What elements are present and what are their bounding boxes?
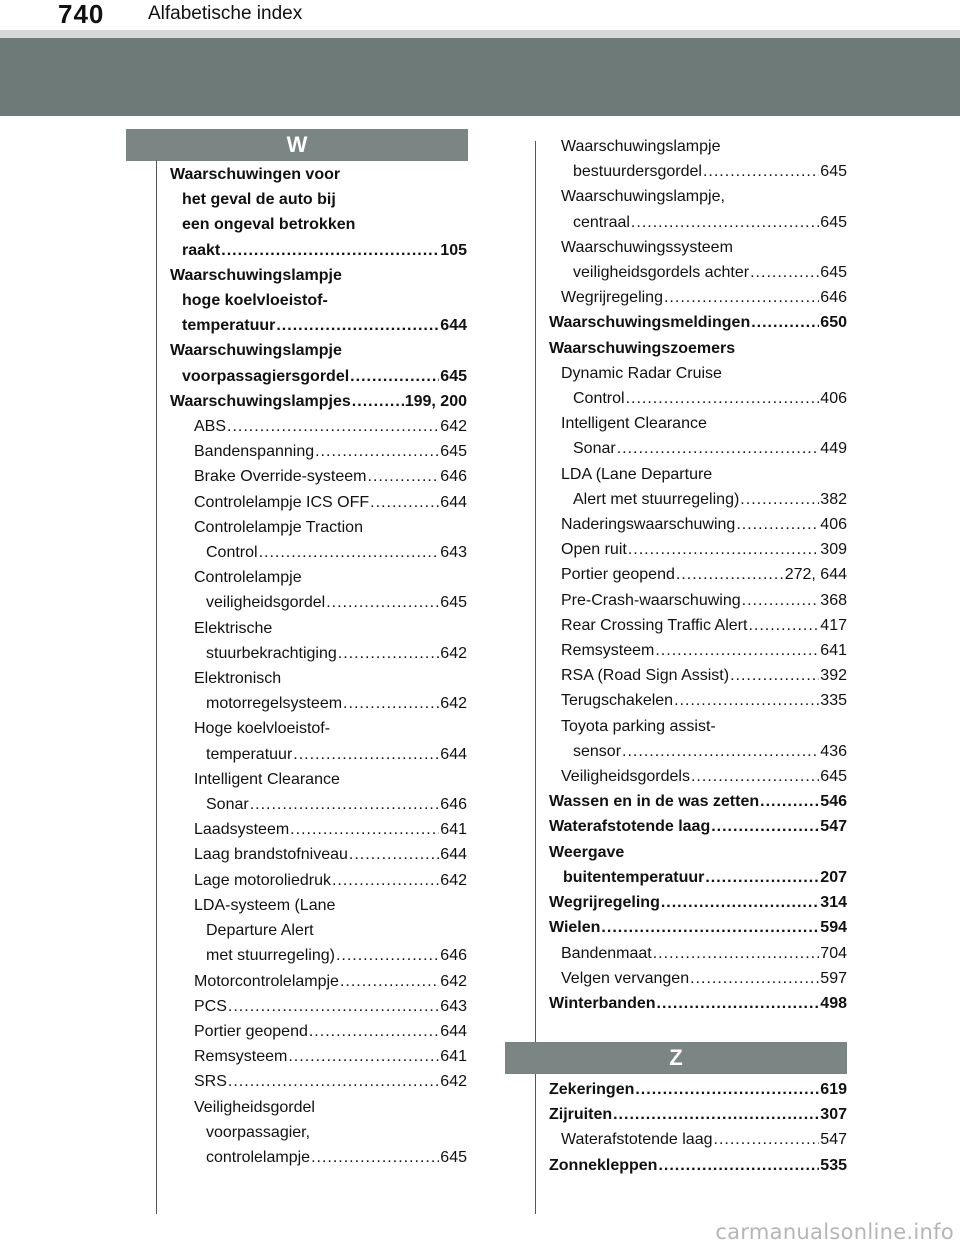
entry-page-ref: 644 (440, 1022, 467, 1040)
dot-leader (336, 943, 439, 968)
index-entry: Waarschuwingslampje, (561, 188, 725, 206)
index-entry (549, 789, 847, 814)
entry-page-ref: 644 (440, 317, 467, 335)
entry-term: Wielen (549, 919, 601, 937)
entry-page-ref: 643 (440, 544, 467, 562)
dot-leader (653, 941, 820, 966)
dot-leader (730, 663, 819, 688)
index-entry (549, 739, 847, 764)
entry-term: Bandenmaat (561, 944, 652, 962)
left-column-rule (156, 160, 157, 1214)
dot-leader (750, 260, 819, 285)
dot-leader (340, 969, 439, 994)
entry-page-ref: 646 (440, 468, 467, 486)
entry-term: Terugschakelen (561, 692, 674, 710)
entry-page-ref: 641 (440, 821, 467, 839)
dot-leader (622, 739, 819, 764)
entry-page-ref: 199, 200 (404, 392, 467, 410)
entry-page-ref: 436 (820, 742, 847, 760)
index-entry (170, 540, 467, 565)
index-entry: LDA (Lane Departure (561, 465, 713, 483)
dot-leader (658, 1153, 819, 1178)
section-letter-z: Z (505, 1042, 847, 1074)
entry-term: Brake Override-systeem (194, 468, 367, 486)
entry-page-ref: 645 (440, 367, 467, 385)
dot-leader (227, 414, 439, 439)
entry-page-ref: 644 (440, 846, 467, 864)
entry-page-ref: 646 (440, 796, 467, 814)
dot-leader (288, 1044, 439, 1069)
index-entry (549, 613, 847, 638)
entry-page-ref: 307 (820, 1106, 847, 1124)
entry-term: centraal (573, 213, 630, 231)
entry-term: Zonnekleppen (549, 1156, 658, 1174)
index-entry (549, 285, 847, 310)
entry-term: RSA (Road Sign Assist) (561, 667, 730, 685)
entry-term: Motorcontrolelampje (194, 972, 339, 990)
index-entry: Elektronisch (194, 670, 282, 688)
dot-leader (315, 439, 439, 464)
entry-term: SRS (194, 1073, 227, 1091)
index-entry (549, 764, 847, 789)
entry-page-ref: 547 (820, 1131, 847, 1149)
index-entry (549, 814, 847, 839)
index-entry (170, 641, 467, 666)
entry-page-ref: 535 (820, 1156, 847, 1174)
index-entry (549, 1153, 847, 1178)
entry-page-ref: 105 (440, 241, 467, 259)
entry-term: met stuurregeling) (206, 947, 335, 965)
index-entry (549, 865, 847, 890)
dot-leader (338, 641, 440, 666)
entry-term: Rear Crossing Traffic Alert (561, 616, 748, 634)
entry-term: Wegrijregeling (549, 894, 660, 912)
index-entry (549, 588, 847, 613)
entry-term: Control (573, 390, 625, 408)
index-entry (549, 386, 847, 411)
index-entry (549, 537, 847, 562)
dot-leader (290, 817, 439, 842)
dot-leader (736, 512, 819, 537)
index-column-left (170, 162, 467, 1170)
dot-leader (691, 764, 819, 789)
entry-term: Velgen vervangen (561, 969, 690, 987)
index-entry (170, 414, 467, 439)
index-entry: Controlelampje (194, 569, 302, 587)
index-entry: Waarschuwingen voor (170, 166, 341, 183)
dot-leader (250, 792, 440, 817)
entry-term: controlelampje (206, 1148, 311, 1166)
dot-leader (309, 1019, 439, 1044)
index-entry (549, 210, 847, 235)
entry-term: Veiligheidsgordels (561, 768, 690, 786)
entry-page-ref: 645 (440, 443, 467, 461)
entry-page-ref: 644 (440, 745, 467, 763)
index-entry (170, 364, 467, 389)
entry-page-ref: 417 (820, 616, 847, 634)
dot-leader (601, 915, 819, 940)
index-entry (170, 389, 467, 414)
entry-term: Portier geopend (194, 1022, 308, 1040)
dot-leader (740, 487, 819, 512)
index-entry (549, 890, 847, 915)
dot-leader (655, 638, 819, 663)
entry-term: temperatuur (206, 745, 293, 763)
dot-leader (228, 994, 439, 1019)
entry-page-ref: 597 (820, 969, 847, 987)
dot-leader (674, 688, 819, 713)
watermark: carmanualsonline.info (715, 1220, 954, 1244)
index-entry (170, 742, 467, 767)
entry-term: raakt (182, 241, 221, 259)
entry-page-ref: 619 (820, 1081, 847, 1098)
index-entry (549, 562, 847, 587)
index-entry (170, 1145, 467, 1170)
index-entry: Veiligheidsgordel (194, 1098, 315, 1116)
index-entry (170, 490, 467, 515)
entry-page-ref: 645 (820, 768, 847, 786)
entry-page-ref: 704 (820, 944, 847, 962)
entry-page-ref: 642 (440, 695, 467, 713)
entry-term: temperatuur (182, 317, 276, 335)
entry-page-ref: 645 (440, 1148, 467, 1166)
index-entry (549, 1102, 847, 1127)
entry-term: Naderingswaarschuwing (561, 516, 736, 534)
entry-page-ref: 546 (820, 793, 847, 811)
dot-leader (628, 537, 819, 562)
index-entry (549, 941, 847, 966)
index-entry (170, 439, 467, 464)
index-entry (549, 663, 847, 688)
entry-page-ref: 645 (820, 163, 847, 181)
dot-leader (368, 464, 440, 489)
dot-leader (714, 1127, 820, 1152)
index-entry (549, 688, 847, 713)
index-entry (549, 1127, 847, 1152)
index-entry: Departure Alert (206, 922, 314, 940)
entry-term: Waterafstotende laag (549, 818, 711, 836)
dot-leader (690, 966, 819, 991)
index-entry (170, 590, 467, 615)
dot-leader (635, 1077, 819, 1102)
entry-page-ref: 449 (820, 440, 847, 458)
dot-leader (350, 364, 439, 389)
index-entry: hoge koelvloeistof- (182, 292, 328, 310)
index-entry (549, 966, 847, 991)
entry-page-ref: 646 (440, 947, 467, 965)
header-strip (0, 30, 960, 38)
entry-term: motorregelsysteem (206, 695, 343, 713)
dot-leader (293, 742, 439, 767)
entry-term: ABS (194, 418, 227, 436)
index-entry: Hoge koelvloeistof- (194, 720, 331, 738)
index-entry (170, 1044, 467, 1069)
entry-page-ref: 642 (440, 871, 467, 889)
index-entry (549, 310, 847, 335)
dot-leader (676, 562, 784, 587)
entry-term: Wegrijregeling (561, 289, 663, 307)
entry-term: Laadsysteem (194, 821, 290, 839)
index-entry (549, 159, 847, 184)
index-entry (549, 512, 847, 537)
index-entry (170, 943, 467, 968)
dot-leader (657, 991, 820, 1016)
dot-leader (326, 590, 439, 615)
dot-leader (703, 159, 819, 184)
entry-term: Laag brandstofniveau (194, 846, 348, 864)
entry-page-ref: 392 (820, 667, 847, 685)
entry-term: bestuurdersgordel (573, 163, 702, 181)
entry-term: Alert met stuurregeling) (573, 490, 740, 508)
header-band (0, 38, 960, 116)
entry-page-ref: 642 (440, 972, 467, 990)
index-entry (549, 1077, 847, 1102)
dot-leader (343, 691, 439, 716)
entry-term: Remsysteem (561, 642, 655, 660)
dot-leader (259, 540, 440, 565)
index-entry (549, 260, 847, 285)
dot-leader (228, 1069, 439, 1094)
entry-term: PCS (194, 997, 227, 1015)
entry-term: Waarschuwingslampjes (170, 392, 351, 410)
index-entry (170, 691, 467, 716)
entry-page-ref: 646 (820, 289, 847, 307)
index-entry: Controlelampje Traction (194, 518, 363, 536)
entry-page-ref: 642 (440, 418, 467, 436)
index-entry: LDA-systeem (Lane (194, 896, 336, 914)
index-entry (170, 313, 467, 338)
index-entry (170, 969, 467, 994)
page-title: Alfabetische index (148, 3, 303, 24)
dot-leader (705, 865, 819, 890)
index-column-z (549, 1077, 847, 1178)
entry-term: veiligheidsgordel (206, 594, 326, 612)
index-entry: het geval de auto bij (182, 191, 336, 209)
entry-term: stuurbekrachtiging (206, 644, 337, 662)
dot-leader (626, 386, 820, 411)
index-entry (549, 487, 847, 512)
entry-term: voorpassagiersgordel (182, 367, 350, 385)
entry-term: veiligheidsgordels achter (573, 264, 750, 282)
index-entry: Elektrische (194, 619, 273, 637)
entry-page-ref: 641 (820, 642, 847, 660)
entry-page-ref: 594 (820, 919, 847, 937)
entry-term: Bandenspanning (194, 443, 315, 461)
entry-term: Sonar (206, 796, 249, 814)
entry-page-ref: 406 (820, 516, 847, 534)
entry-term: Control (206, 544, 258, 562)
index-entry: Waarschuwingszoemers (549, 339, 736, 357)
index-column-right (549, 134, 847, 1016)
entry-page-ref: 547 (820, 818, 847, 836)
page-number: 740 (58, 0, 130, 28)
index-entry: Intelligent Clearance (194, 770, 340, 788)
entry-page-ref: 641 (440, 1048, 467, 1066)
index-entry (170, 1019, 467, 1044)
dot-leader (352, 389, 404, 414)
dot-leader (711, 814, 819, 839)
dot-leader (742, 588, 820, 613)
entry-term: Lage motoroliedruk (194, 871, 331, 889)
entry-page-ref: 335 (820, 692, 847, 710)
dot-leader (613, 1102, 819, 1127)
index-entry (170, 238, 467, 263)
index-entry (170, 464, 467, 489)
entry-term: Waterafstotende laag (561, 1131, 713, 1149)
dot-leader (631, 210, 819, 235)
index-entry (170, 792, 467, 817)
entry-term: Waarschuwingsmeldingen (549, 314, 751, 332)
entry-term: Controlelampje ICS OFF (194, 493, 370, 511)
index-entry: voorpassagier, (206, 1123, 311, 1141)
entry-page-ref: 406 (820, 390, 847, 408)
entry-page-ref: 309 (820, 541, 847, 559)
entry-page-ref: 382 (820, 490, 847, 508)
index-entry: Waarschuwingssysteem (561, 238, 733, 256)
entry-page-ref: 650 (820, 314, 847, 332)
index-entry (170, 994, 467, 1019)
entry-term: Zekeringen (549, 1081, 635, 1098)
index-entry (170, 842, 467, 867)
index-entry: Weergave (549, 843, 625, 861)
entry-page-ref: 642 (440, 644, 467, 662)
dot-leader (760, 789, 819, 814)
dot-leader (370, 490, 439, 515)
dot-leader (349, 842, 439, 867)
dot-leader (661, 890, 819, 915)
entry-term: sensor (573, 742, 622, 760)
entry-page-ref: 645 (440, 594, 467, 612)
entry-page-ref: 368 (820, 591, 847, 609)
index-entry: Toyota parking assist- (561, 717, 716, 735)
index-entry (170, 868, 467, 893)
index-entry: Waarschuwingslampje (561, 138, 721, 155)
entry-page-ref: 644 (440, 493, 467, 511)
index-entry (549, 638, 847, 663)
entry-term: Pre-Crash-waarschuwing (561, 591, 741, 609)
index-entry: een ongeval betrokken (182, 216, 356, 234)
dot-leader (311, 1145, 439, 1170)
index-entry: Waarschuwingslampje (170, 266, 342, 284)
entry-page-ref: 645 (820, 213, 847, 231)
index-entry: Intelligent Clearance (561, 415, 707, 433)
dot-leader (664, 285, 819, 310)
entry-term: buitentemperatuur (563, 868, 705, 886)
entry-term: Portier geopend (561, 566, 675, 584)
entry-page-ref: 498 (820, 994, 847, 1012)
entry-term: Zijruiten (549, 1106, 613, 1124)
entry-term: Open ruit (561, 541, 627, 559)
entry-page-ref: 643 (440, 997, 467, 1015)
entry-term: Wassen en in de was zetten (549, 793, 760, 811)
dot-leader (617, 436, 820, 461)
entry-page-ref: 645 (820, 264, 847, 282)
entry-page-ref: 314 (820, 894, 847, 912)
dot-leader (221, 238, 439, 263)
index-entry (549, 436, 847, 461)
dot-leader (751, 310, 819, 335)
index-entry: Waarschuwingslampje (170, 342, 342, 360)
entry-page-ref: 207 (820, 868, 847, 886)
section-letter-w: W (126, 129, 468, 161)
entry-page-ref: 642 (440, 1073, 467, 1091)
index-entry (170, 1069, 467, 1094)
entry-term: Remsysteem (194, 1048, 288, 1066)
entry-page-ref: 272, 644 (784, 566, 847, 584)
entry-term: Sonar (573, 440, 616, 458)
dot-leader (748, 613, 819, 638)
entry-term: Winterbanden (549, 994, 656, 1012)
dot-leader (332, 868, 439, 893)
index-entry (170, 817, 467, 842)
index-entry: Dynamic Radar Cruise (561, 364, 722, 382)
index-entry (549, 915, 847, 940)
dot-leader (276, 313, 439, 338)
index-entry (549, 991, 847, 1016)
